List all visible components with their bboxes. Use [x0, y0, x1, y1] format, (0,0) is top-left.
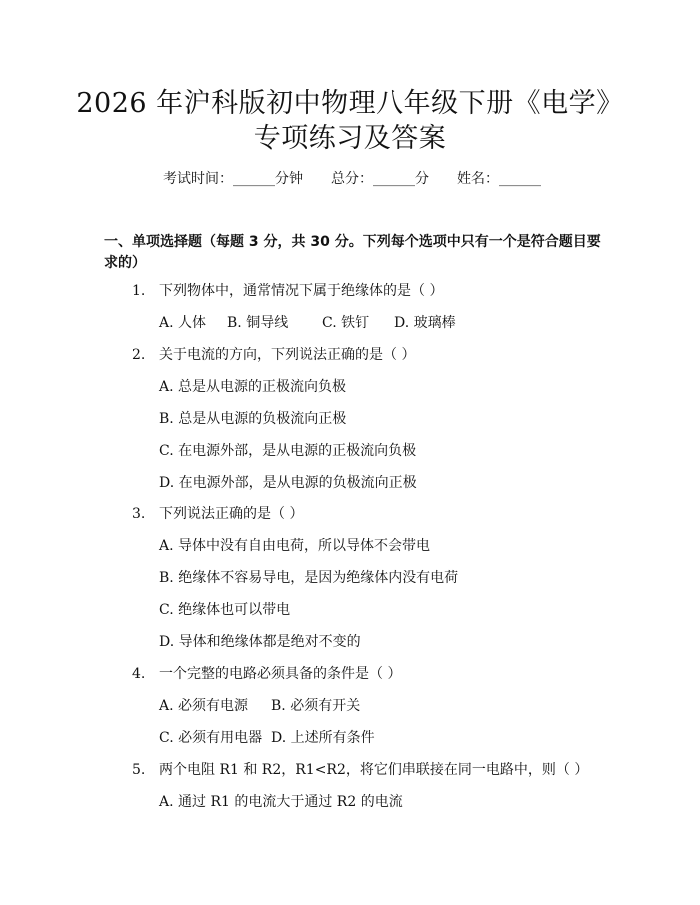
question-text: 一个完整的电路必须具备的条件是（ ）	[159, 666, 402, 682]
option[interactable]: B. 必须有开关	[271, 698, 361, 714]
option[interactable]: C. 铁钉	[322, 315, 370, 331]
option[interactable]: D. 在电源外部，是从电源的负极流向正极	[159, 475, 417, 491]
question-1-options	[159, 314, 456, 332]
name-label: 姓名：	[457, 171, 499, 187]
option[interactable]: A. 人体	[159, 315, 207, 331]
question-number: 5.	[132, 762, 146, 778]
question-text: 下列说法正确的是（ ）	[159, 506, 304, 522]
page-title-line1: 2026 年沪科版初中物理八年级下册《电学》	[76, 88, 624, 119]
score-blank[interactable]: ______	[373, 171, 415, 187]
option[interactable]: A. 总是从电源的正极流向负极	[159, 379, 347, 395]
question-text: 两个电阻 R1 和 R2，R1<R2，将它们串联接在同一电路中，则（ ）	[159, 762, 589, 778]
time-blank[interactable]: ______	[233, 171, 275, 187]
option[interactable]: B. 绝缘体不容易导电，是因为绝缘体内没有电荷	[159, 570, 459, 586]
option[interactable]: C. 绝缘体也可以带电	[159, 602, 291, 618]
score-label: 总分：	[331, 171, 373, 187]
question-4-options-row2	[159, 729, 375, 747]
question-4-options-row1	[159, 697, 360, 715]
question-3	[132, 505, 303, 523]
question-number: 2.	[132, 347, 146, 363]
option[interactable]: A. 导体中没有自由电荷，所以导体不会带电	[159, 538, 431, 554]
time-unit: 分钟	[275, 171, 303, 187]
time-label: 考试时间：	[163, 171, 233, 187]
option[interactable]: D. 上述所有条件	[271, 730, 375, 746]
option[interactable]: B. 铜导线	[227, 315, 289, 331]
option[interactable]: D. 玻璃棒	[394, 315, 456, 331]
option[interactable]: A. 通过 R1 的电流大于通过 R2 的电流	[159, 794, 403, 810]
question-1	[132, 282, 443, 300]
question-number: 1.	[132, 283, 146, 299]
option[interactable]: B. 总是从电源的负极流向正极	[159, 411, 347, 427]
section-heading: 一、单项选择题（每题 3 分，共 30 分。下列每个选项中只有一个是符合题目要求的）	[104, 234, 601, 271]
exam-meta	[163, 168, 541, 188]
score-unit: 分	[415, 171, 429, 187]
question-5	[132, 761, 588, 779]
name-blank[interactable]: ______	[499, 171, 541, 187]
question-text: 关于电流的方向，下列说法正确的是（ ）	[159, 347, 416, 363]
option[interactable]: C. 在电源外部，是从电源的正极流向负极	[159, 443, 417, 459]
question-2	[132, 346, 415, 364]
page-title-line2: 专项练习及答案	[253, 123, 447, 154]
question-number: 4.	[132, 666, 146, 682]
option[interactable]: C. 必须有用电器	[159, 730, 263, 746]
question-number: 3.	[132, 506, 146, 522]
option[interactable]: D. 导体和绝缘体都是绝对不变的	[159, 634, 361, 650]
question-text: 下列物体中，通常情况下属于绝缘体的是（ ）	[159, 283, 444, 299]
question-4	[132, 665, 401, 683]
option[interactable]: A. 必须有电源	[159, 698, 249, 714]
